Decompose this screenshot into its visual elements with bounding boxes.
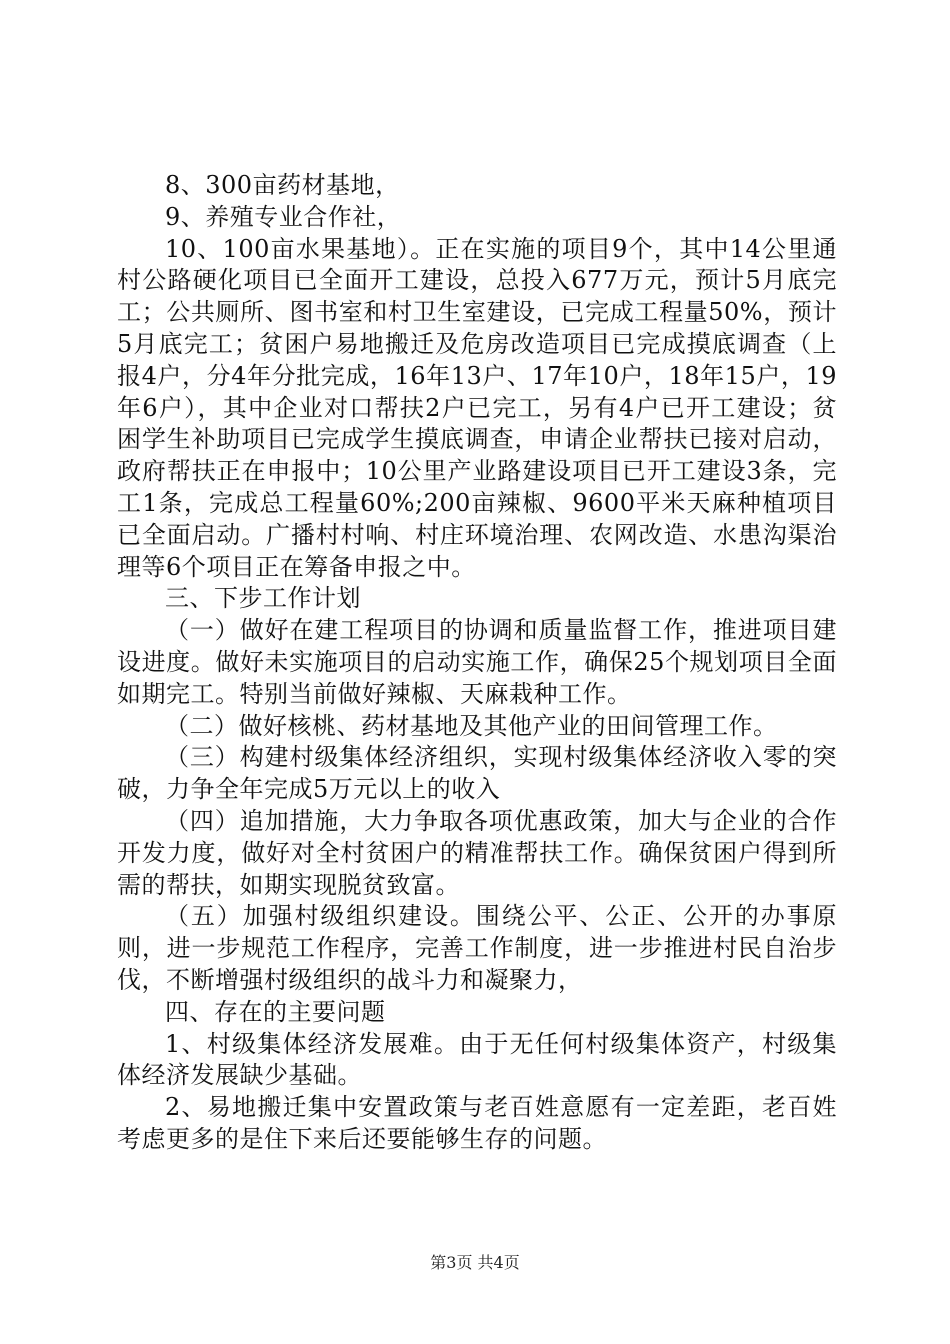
list-item-medicinal-base: 8、300亩药材基地， — [165, 171, 400, 199]
paragraph-problem-2: 2、易地搬迁集中安置政策与老百姓意愿有一定差距，老百姓考虑更多的是住下来后还要能够生存的问题。 — [117, 1093, 837, 1153]
document-body — [117, 170, 837, 1156]
paragraph-problem-1: 1、村级集体经济发展难。由于无任何村级集体资产，村级集体经济发展缺少基础。 — [117, 1029, 837, 1090]
page-number-label: 第3页 共4页 — [430, 1253, 520, 1272]
list-item-breeding-cooperative: 9、养殖专业合作社， — [165, 202, 402, 231]
paragraph-plan-item-1: （一）做好在建工程项目的协调和质量监督工作，推进项目建设进度。做好未实施项目的启动实施工作，确保25个规划项目全面如期完工。特别当前做好辣椒、天麻栽种工作。 — [117, 616, 837, 708]
paragraph-plan-item-4: （四）追加措施，大力争取各项优惠政策，加大与企业的合作开发力度，做好对全村贫困户的精准帮扶工作。确保贫困户得到所需的帮扶，如期实现脱贫致富。 — [117, 806, 837, 899]
paragraph-plan-item-5: （五）加强村级组织建设。围绕公平、公正、公开的办事原则，进一步规范工作程序，完善工作制度，进一步推进村民自治步伐，不断增强村级组织的战斗力和凝聚力， — [117, 902, 837, 994]
paragraph-plan-item-2: （二）做好核桃、药材基地及其他产业的田间管理工作。 — [165, 711, 778, 740]
section-heading-next-steps: 三、下步工作计划 — [165, 584, 361, 613]
paragraph-plan-item-3: （三）构建村级集体经济组织，实现村级集体经济收入零的突破，力争全年完成5万元以上的收入 — [117, 743, 837, 804]
page-footer — [0, 1253, 950, 1273]
section-heading-main-problems: 四、存在的主要问题 — [165, 997, 386, 1026]
paragraph-projects-progress: 10、100亩水果基地）。正在实施的项目9个，其中14公里通村公路硬化项目已全面开工建设，总投入677万元，预计5月底完工；公共厕所、图书室和村卫生室建设，已完成工程量50%，预计5月底完工；贫困户易地搬迁及危房改造项目已完成摸底调查（上报4户，分4年分批完成，16年13户、17年10户，18年15户，19年6户），其中企业对口帮扶2户已完工，另有4户已开工建设；贫困学生补助项目已完成学生摸底调查，申请企业帮扶已接对启动，政府帮扶正在申报中；10公里产业路建设项目已开工建设3条，完工1条，完成总工程量60%;200亩辣椒、9600平米天麻种植项目已全面启动。广播村村响、村庄环境治理、农网改造、水患沟渠治理等6个项目正在筹备申报之中。 — [117, 234, 837, 581]
